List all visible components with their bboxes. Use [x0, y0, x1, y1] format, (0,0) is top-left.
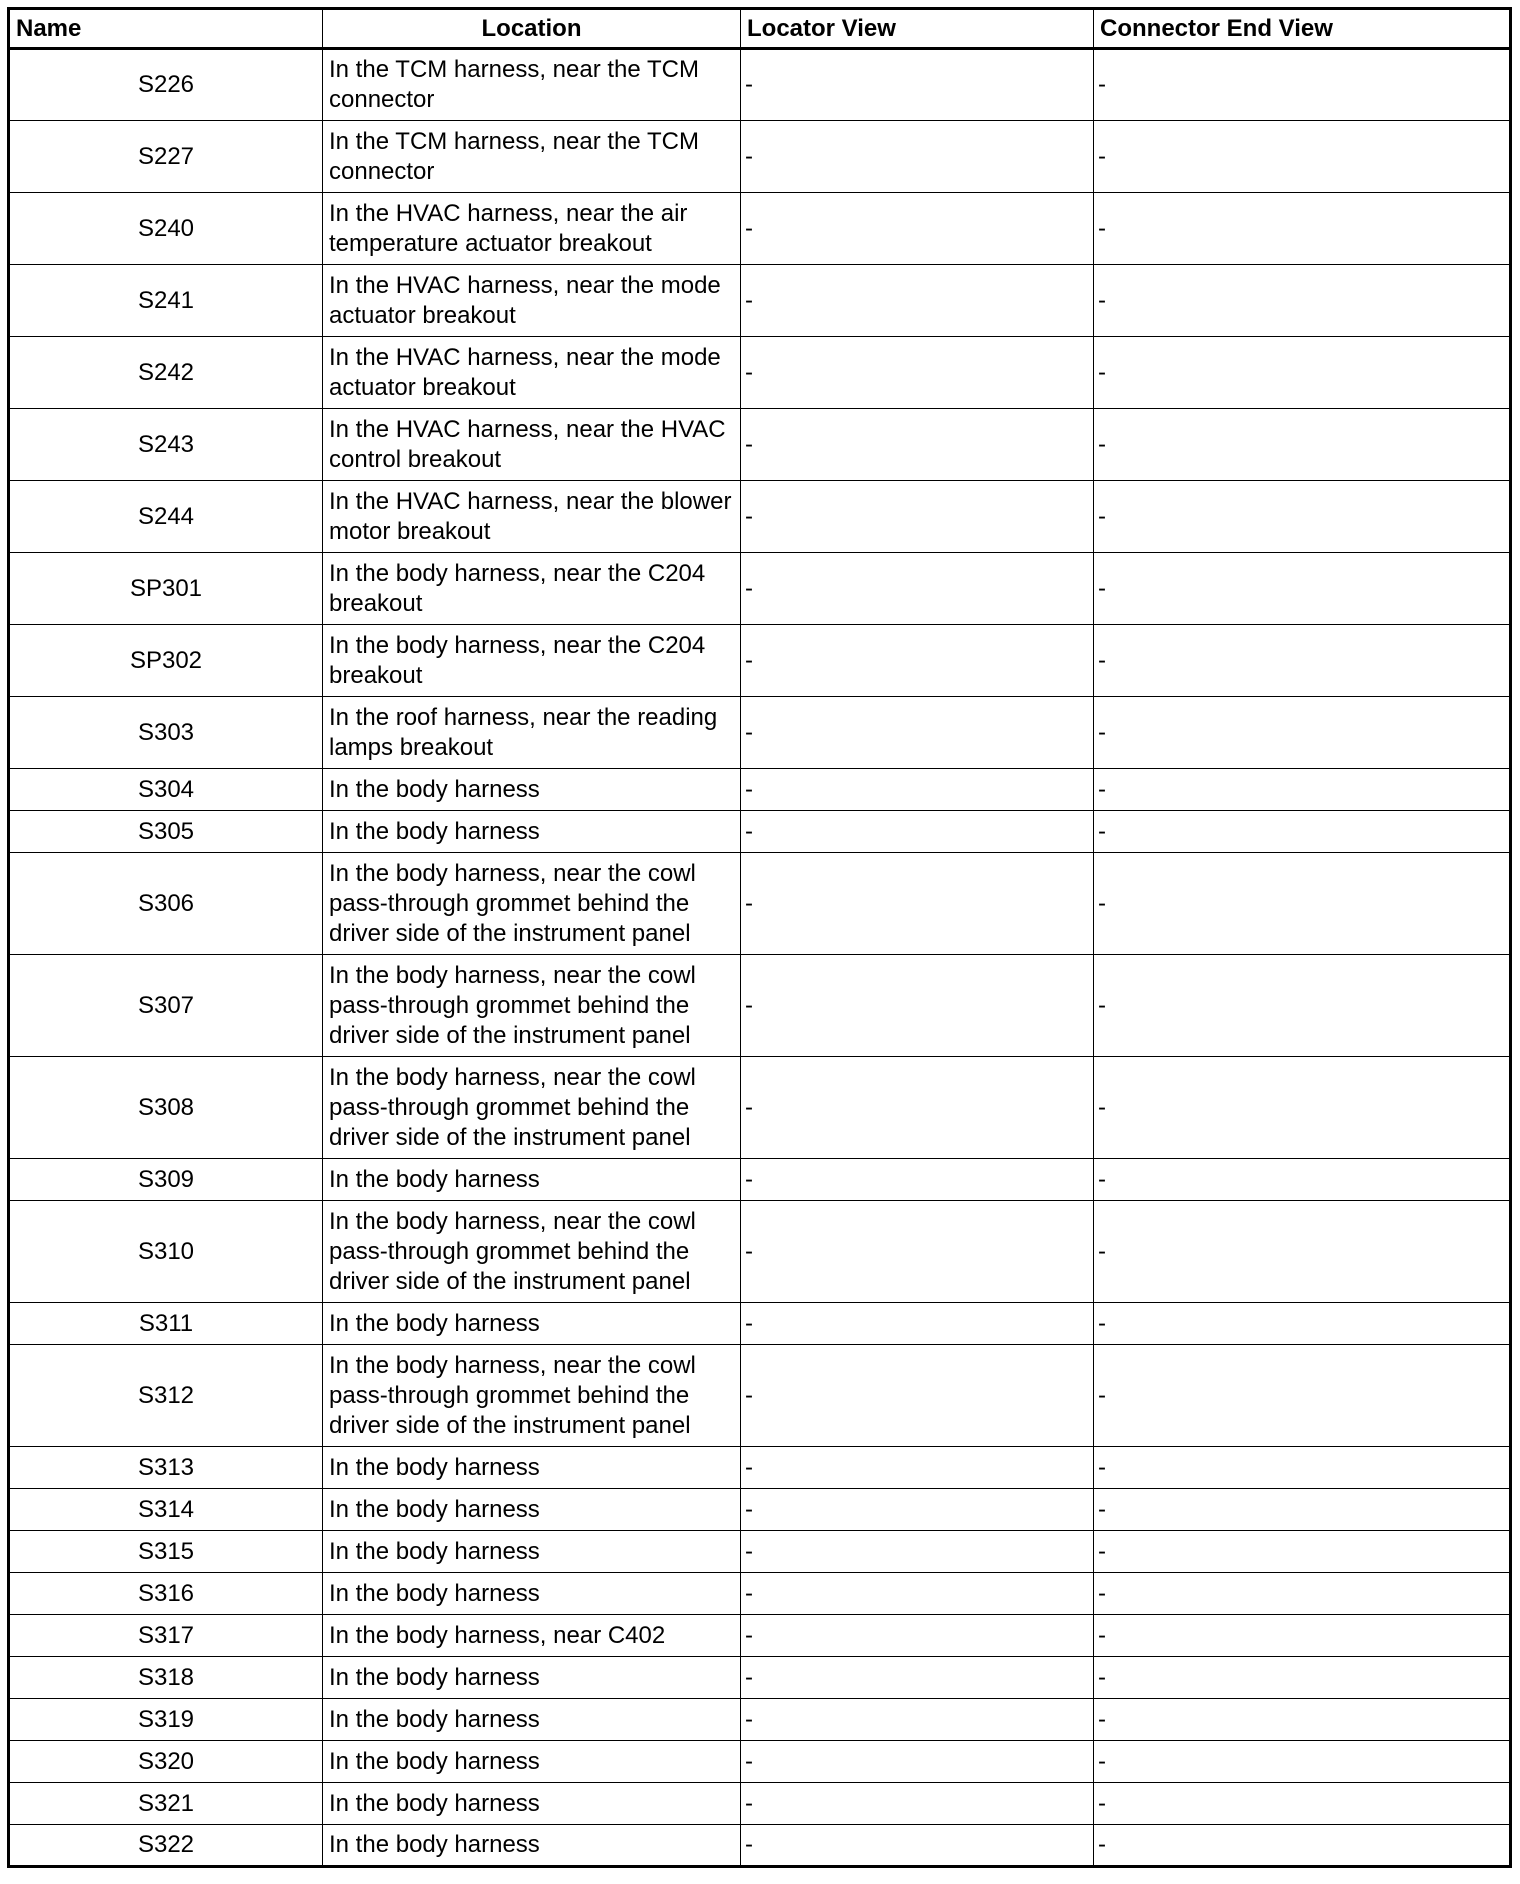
cell-locator-view: -: [741, 1741, 1094, 1783]
cell-connector-end-view: -: [1094, 1531, 1511, 1573]
cell-connector-end-view: -: [1094, 1345, 1511, 1447]
cell-locator-view: -: [741, 853, 1094, 955]
cell-connector-end-view: -: [1094, 49, 1511, 121]
table-row: [9, 1699, 1511, 1741]
cell-name: S307: [9, 955, 323, 1057]
cell-locator-view: -: [741, 811, 1094, 853]
cell-locator-view: -: [741, 1573, 1094, 1615]
cell-locator-view: -: [741, 1657, 1094, 1699]
cell-connector-end-view: -: [1094, 1201, 1511, 1303]
table-row: [9, 121, 1511, 193]
column-header-name: Name: [9, 9, 323, 49]
cell-locator-view: -: [741, 1699, 1094, 1741]
cell-locator-view: -: [741, 1303, 1094, 1345]
table-row: [9, 1345, 1511, 1447]
cell-name: S306: [9, 853, 323, 955]
table-row: [9, 697, 1511, 769]
cell-location: In the body harness: [323, 1489, 741, 1531]
cell-location: In the HVAC harness, near the air temperature actuator breakout: [323, 193, 741, 265]
cell-name: S320: [9, 1741, 323, 1783]
cell-location: In the HVAC harness, near the blower motor breakout: [323, 481, 741, 553]
cell-connector-end-view: -: [1094, 337, 1511, 409]
cell-location: In the body harness, near the cowl pass-through grommet behind the driver side of the instrument panel: [323, 955, 741, 1057]
cell-location: In the HVAC harness, near the mode actuator breakout: [323, 265, 741, 337]
cell-locator-view: -: [741, 769, 1094, 811]
cell-name: SP302: [9, 625, 323, 697]
table-row: [9, 1057, 1511, 1159]
cell-connector-end-view: -: [1094, 121, 1511, 193]
table-row: [9, 1741, 1511, 1783]
cell-name: S310: [9, 1201, 323, 1303]
cell-location: In the TCM harness, near the TCM connector: [323, 121, 741, 193]
cell-name: S303: [9, 697, 323, 769]
cell-connector-end-view: -: [1094, 1447, 1511, 1489]
cell-connector-end-view: -: [1094, 1825, 1511, 1867]
table-row: [9, 1783, 1511, 1825]
cell-name: S314: [9, 1489, 323, 1531]
table-row: [9, 1825, 1511, 1867]
cell-name: S311: [9, 1303, 323, 1345]
table-row: [9, 811, 1511, 853]
cell-locator-view: -: [741, 49, 1094, 121]
cell-name: S321: [9, 1783, 323, 1825]
cell-locator-view: -: [741, 1447, 1094, 1489]
table-header: [9, 9, 1511, 49]
cell-connector-end-view: -: [1094, 811, 1511, 853]
cell-locator-view: -: [741, 1489, 1094, 1531]
cell-locator-view: -: [741, 265, 1094, 337]
cell-name: S243: [9, 409, 323, 481]
cell-location: In the body harness, near the C204 breakout: [323, 553, 741, 625]
cell-location: In the body harness, near the cowl pass-through grommet behind the driver side of the instrument panel: [323, 1201, 741, 1303]
cell-location: In the HVAC harness, near the mode actuator breakout: [323, 337, 741, 409]
cell-locator-view: -: [741, 697, 1094, 769]
cell-connector-end-view: -: [1094, 193, 1511, 265]
cell-name: SP301: [9, 553, 323, 625]
cell-connector-end-view: -: [1094, 1573, 1511, 1615]
cell-connector-end-view: -: [1094, 1057, 1511, 1159]
cell-location: In the body harness: [323, 1657, 741, 1699]
cell-connector-end-view: -: [1094, 481, 1511, 553]
cell-name: S240: [9, 193, 323, 265]
cell-connector-end-view: -: [1094, 769, 1511, 811]
cell-name: S227: [9, 121, 323, 193]
cell-location: In the body harness, near the cowl pass-through grommet behind the driver side of the instrument panel: [323, 853, 741, 955]
cell-name: S312: [9, 1345, 323, 1447]
table-row: [9, 409, 1511, 481]
column-header-location: Location: [323, 9, 741, 49]
cell-location: In the body harness: [323, 1303, 741, 1345]
table-row: [9, 1159, 1511, 1201]
table-row: [9, 193, 1511, 265]
cell-connector-end-view: -: [1094, 1303, 1511, 1345]
table-row: [9, 955, 1511, 1057]
cell-location: In the body harness: [323, 1825, 741, 1867]
cell-connector-end-view: -: [1094, 1489, 1511, 1531]
cell-name: S313: [9, 1447, 323, 1489]
table-row: [9, 481, 1511, 553]
cell-location: In the body harness, near the cowl pass-through grommet behind the driver side of the instrument panel: [323, 1345, 741, 1447]
table-row: [9, 1531, 1511, 1573]
cell-locator-view: -: [741, 1783, 1094, 1825]
header-row: [9, 9, 1511, 49]
cell-connector-end-view: -: [1094, 1783, 1511, 1825]
table-row: [9, 853, 1511, 955]
cell-connector-end-view: -: [1094, 697, 1511, 769]
cell-name: S318: [9, 1657, 323, 1699]
table-row: [9, 1489, 1511, 1531]
cell-connector-end-view: -: [1094, 553, 1511, 625]
table-row: [9, 49, 1511, 121]
cell-locator-view: -: [741, 1057, 1094, 1159]
cell-location: In the body harness: [323, 1783, 741, 1825]
cell-locator-view: -: [741, 121, 1094, 193]
cell-connector-end-view: -: [1094, 1657, 1511, 1699]
cell-location: In the body harness, near C402: [323, 1615, 741, 1657]
cell-locator-view: -: [741, 1201, 1094, 1303]
cell-connector-end-view: -: [1094, 1699, 1511, 1741]
cell-name: S317: [9, 1615, 323, 1657]
table-row: [9, 1573, 1511, 1615]
cell-location: In the body harness: [323, 811, 741, 853]
cell-locator-view: -: [741, 1615, 1094, 1657]
cell-locator-view: -: [741, 1825, 1094, 1867]
table-row: [9, 1303, 1511, 1345]
cell-location: In the body harness, near the cowl pass-through grommet behind the driver side of the instrument panel: [323, 1057, 741, 1159]
cell-locator-view: -: [741, 193, 1094, 265]
table-row: [9, 1201, 1511, 1303]
table-row: [9, 553, 1511, 625]
cell-name: S315: [9, 1531, 323, 1573]
cell-connector-end-view: -: [1094, 853, 1511, 955]
cell-name: S309: [9, 1159, 323, 1201]
table-body: [9, 49, 1511, 1867]
cell-location: In the roof harness, near the reading lamps breakout: [323, 697, 741, 769]
cell-name: S304: [9, 769, 323, 811]
cell-name: S308: [9, 1057, 323, 1159]
cell-locator-view: -: [741, 1531, 1094, 1573]
cell-name: S322: [9, 1825, 323, 1867]
cell-location: In the body harness, near the C204 breakout: [323, 625, 741, 697]
cell-location: In the body harness: [323, 1159, 741, 1201]
cell-location: In the body harness: [323, 1741, 741, 1783]
table-row: [9, 769, 1511, 811]
cell-name: S319: [9, 1699, 323, 1741]
cell-connector-end-view: -: [1094, 625, 1511, 697]
cell-location: In the body harness: [323, 1447, 741, 1489]
cell-name: S241: [9, 265, 323, 337]
splice-location-table: [7, 7, 1512, 1868]
table-row: [9, 625, 1511, 697]
cell-locator-view: -: [741, 625, 1094, 697]
cell-location: In the HVAC harness, near the HVAC control breakout: [323, 409, 741, 481]
cell-location: In the TCM harness, near the TCM connector: [323, 49, 741, 121]
cell-connector-end-view: -: [1094, 1159, 1511, 1201]
cell-locator-view: -: [741, 481, 1094, 553]
cell-connector-end-view: -: [1094, 1741, 1511, 1783]
table-row: [9, 265, 1511, 337]
column-header-connector-end-view: Connector End View: [1094, 9, 1511, 49]
cell-connector-end-view: -: [1094, 409, 1511, 481]
cell-locator-view: -: [741, 337, 1094, 409]
cell-locator-view: -: [741, 409, 1094, 481]
cell-name: S242: [9, 337, 323, 409]
cell-name: S244: [9, 481, 323, 553]
table-row: [9, 1615, 1511, 1657]
cell-name: S226: [9, 49, 323, 121]
cell-connector-end-view: -: [1094, 1615, 1511, 1657]
cell-locator-view: -: [741, 955, 1094, 1057]
cell-location: In the body harness: [323, 1573, 741, 1615]
cell-location: In the body harness: [323, 1531, 741, 1573]
cell-connector-end-view: -: [1094, 265, 1511, 337]
cell-location: In the body harness: [323, 769, 741, 811]
table-row: [9, 1447, 1511, 1489]
cell-name: S316: [9, 1573, 323, 1615]
cell-locator-view: -: [741, 1345, 1094, 1447]
table-row: [9, 1657, 1511, 1699]
column-header-locator-view: Locator View: [741, 9, 1094, 49]
cell-connector-end-view: -: [1094, 955, 1511, 1057]
cell-locator-view: -: [741, 553, 1094, 625]
table-row: [9, 337, 1511, 409]
cell-name: S305: [9, 811, 323, 853]
cell-locator-view: -: [741, 1159, 1094, 1201]
cell-location: In the body harness: [323, 1699, 741, 1741]
